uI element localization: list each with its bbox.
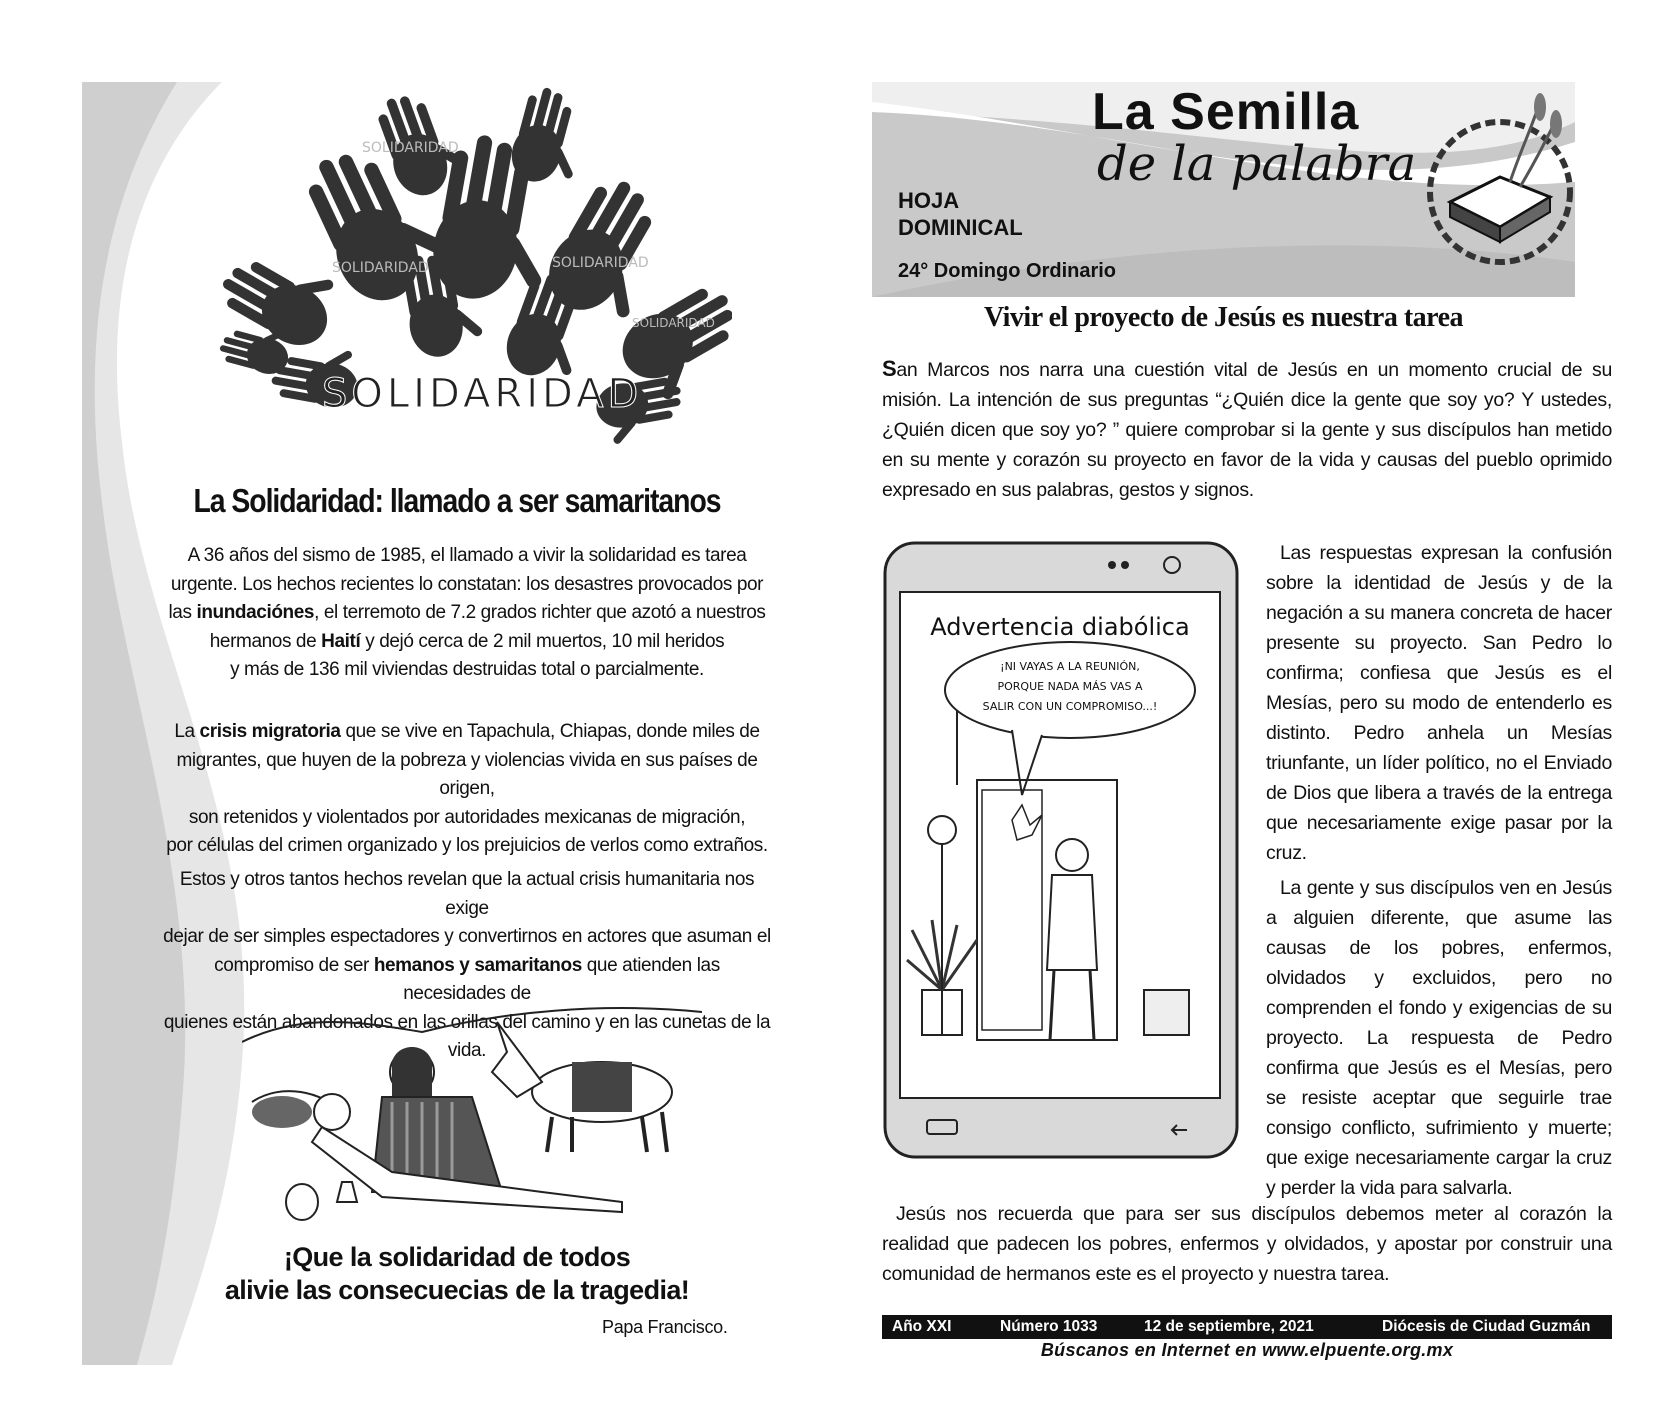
cartoon-bubble-line-3: SALIR CON UN COMPROMISO...!: [982, 700, 1158, 713]
right-article-title: Vivir el proyecto de Jesús es nuestra tarea: [983, 302, 1464, 333]
cartoon-bubble-line-1: ¡NI VAYAS A LA REUNIÓN,: [1000, 660, 1140, 673]
footer-website[interactable]: Búscanos en Internet en www.elpuente.org.mx: [1040, 1340, 1454, 1360]
left-paragraph-2: La crisis migratoria que se vive en Tapachula, Chiapas, donde miles de migrantes, que huyen de la pobreza y violencias vivida en sus países de origen, son retenidos y violentados por autoridades mexicanas de migración, por células del crimen organizado y los prejuicios de verlos como extraños.: [166, 721, 768, 856]
closing-quote-author: Papa Francisco.: [602, 1317, 728, 1337]
drop-cap: S: [882, 356, 897, 381]
hands-word-2: SOLIDARIDAD: [332, 260, 429, 276]
left-paragraph-3: Estos y otros tantos hechos revelan que la actual crisis humanitaria nos exige dejar de ser simples espectadores y convertirnos en actores que asuman el compromiso de ser hemanos y samaritanos que atienden las necesidades de quienes están abandonados en las orillas del camino y en las cunetas de la vida.: [163, 869, 771, 1061]
smartphone-cartoon-illustration: [882, 540, 1240, 1160]
hands-word-3: SOLIDARIDAD: [552, 255, 649, 271]
solidarity-hands-illustration: [212, 82, 732, 462]
column-paragraph-2: La gente y sus discípulos ven en Jesús a alguien diferente, que asume las causas de los pobres, enfermos, olvidados y excluidos, pero no comprenden el fondo y exigencias de su proyecto. La respuesta de Pedro confirma que Jesús es el Mesías, pero se resiste aceptar que seguirle trae consigo conflicto, sufrimiento y muerte; que exige necesariamente cargar la cruz y perder la vida para salvarla.: [1266, 877, 1612, 1199]
closing-quote-line-1: ¡Que la solidaridad de todos: [283, 1242, 631, 1272]
samaritan-figure-icon: [372, 1047, 502, 1192]
sunday-label: 24° Domingo Ordinario: [898, 260, 1117, 282]
masthead-subtitle: de la palabra: [1097, 136, 1417, 192]
footer-issue-number: Número 1033: [1000, 1318, 1098, 1335]
left-article-title: La Solidaridad: llamado a ser samaritanos: [193, 482, 721, 519]
hands-word-1: SOLIDARIDAD: [362, 140, 459, 156]
closing-quote-line-2: alivie las consecuecias de la tragedia!: [224, 1275, 690, 1305]
hands-word-main: SOLIDARIDAD: [322, 371, 643, 417]
left-paragraph-1: A 36 años del sismo de 1985, el llamado a vivir la solidaridad es tarea urgente. Los hechos recientes lo constatan: los desastres provocados por las inundaciónes, el terremoto de 7.2 grados richter que azotó a nuestros hermanos de Haití y dejó cerca de 2 mil muertos, 10 mil heridos y más de 136 mil viviendas destruidas total o parcialmente.: [168, 545, 766, 680]
final-paragraph: Jesús nos recuerda que para ser sus discípulos debemos meter al corazón la realidad que padecen los pobres, enfermos y olvidados, y apostar por construir una comunidad de hermanos este es el proyecto y nuestra tarea.: [882, 1203, 1612, 1285]
bible-wheat-logo-icon: [1420, 82, 1575, 297]
hoja-dominical-label: HOJA DOMINICAL: [898, 188, 1023, 240]
footer-bar: [882, 1315, 1612, 1339]
footer-diocese: Diócesis de Ciudad Guzmán: [1382, 1318, 1591, 1335]
footer-date: 12 de septiembre, 2021: [1144, 1318, 1314, 1335]
donkey-icon: [492, 1022, 672, 1152]
cartoon-bubble-line-2: PORQUE NADA MÁS VAS A: [997, 680, 1143, 693]
good-samaritan-illustration: [242, 1002, 702, 1252]
jar-icon: [286, 1182, 357, 1220]
hands-word-4: SOLIDARIDAD: [632, 316, 715, 330]
masthead-title: La Semilla: [1092, 83, 1360, 141]
masthead: [872, 82, 1575, 297]
footer-year: Año XXI: [892, 1318, 952, 1335]
column-paragraph-1: Las respuestas expresan la confusión sobre la identidad de Jesús y de la negación a su manera concreta de hacer presente su proyecto. San Pedro lo confirma; confiesa que Jesús es el Mesías, pero su modo de entenderlo es distinto. Pedro anhela un Mesías triunfante, un líder político, no el Enviado de Dios que libera a través de la entrega que necesariamente exige pasar por la cruz.: [1266, 542, 1612, 864]
cartoon-title: Advertencia diabólica: [930, 613, 1190, 641]
left-page: [82, 82, 772, 1365]
intro-paragraph: San Marcos nos narra una cuestión vital de Jesús en un momento crucial de su misión. La intención de sus preguntas “¿Quién dice la gente que soy yo? Y ustedes, ¿Quién dicen que soy yo? ” quiere comprobar si la gente y sus discípulos han metido en su mente y corazón su proyecto en favor de la vida y causas del pueblo oprimido expresado en sus palabras, gestos y signos.: [882, 356, 1612, 501]
